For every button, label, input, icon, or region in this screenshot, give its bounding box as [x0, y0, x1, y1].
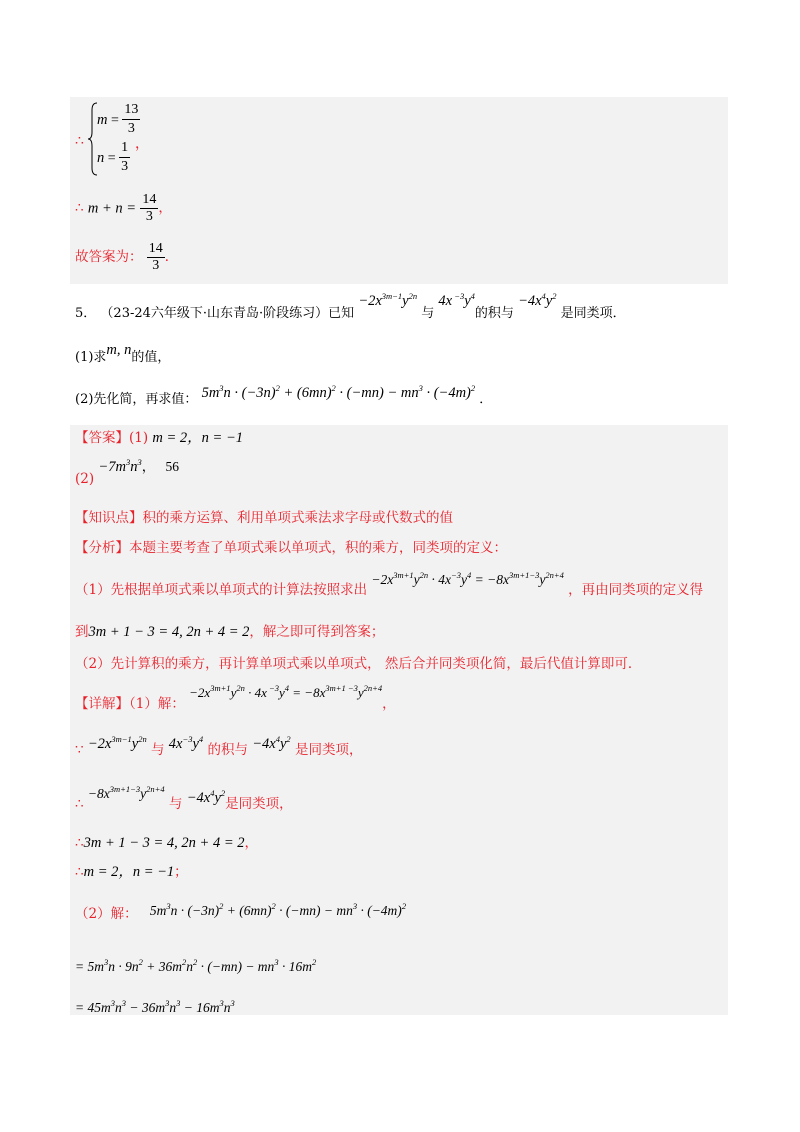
detail-expression: $5m^3n \cdot (-3n)^2 + (6mn)^2 \cdot (-mn) - mn^3 \cdot (-4m)^2$	[149, 901, 407, 918]
therefore-symbol: ∴	[75, 133, 84, 149]
answer-2-value: 56	[165, 459, 179, 474]
equation-m: m = $\frac{13}{3}$	[97, 102, 139, 136]
answer-1-value: m = 2，n = −1	[152, 430, 243, 446]
monomial-b: 4x $^{-3}y^4$	[438, 291, 475, 309]
knowledge-point: 【知识点】积的乘方运算、利用单项式乘法求字母或代数式的值	[75, 510, 453, 526]
question-5: 5． （23-24六年级下·山东青岛·阶段练习）已知 $-2x^{3m-1}y^{2n}$ 与 4x $^{-3}y^4$的积与 $-4x^4y^2$ 是同类项．	[75, 291, 626, 321]
analysis-step-1b: 到3m + 1 − 3 = 4, 2n + 4 = 2，解之即可得到答案；	[75, 624, 385, 640]
simplify-step-2: = $45m^3n^3 - 36m^3n^3 - 16m^3n^3$	[75, 998, 235, 1015]
analysis-step-2: （2）先计算积的乘方，再计算单项式乘以单项式， 然后合并同类项化简，最后代值计算即可．	[75, 656, 642, 672]
sum-line: ∴ m + n = $\frac{14}{3}$ ，	[75, 192, 172, 224]
therefore-values: ∴m = 2，n = −1；	[75, 864, 188, 880]
question-source: （23-24六年级下·山东青岛·阶段练习）已知	[100, 306, 355, 321]
final-answer-line: 故答案为： $\frac{14}{3}$ ．	[75, 241, 179, 273]
monomial-a: $-2x^{3m-1}y^{2n}$	[358, 291, 418, 309]
equation-n: n = $\frac{1}{3}$	[97, 140, 129, 174]
question-part-1: (1)求m, n的值，	[75, 342, 171, 365]
comma: ，	[135, 136, 149, 152]
answer-2-expression: $-7m^3n^3$	[98, 457, 142, 475]
detail-part-2: （2）解： $5m^3n \cdot (-3n)^2 + (6mn)^2 \cdot (-mn) - mn^3 \cdot (-4m)^2$	[75, 901, 407, 922]
expression-to-simplify: $5m^3n \cdot (-3n)^2 + (6mn)^2 \cdot (-mn) - mn^3 \cdot (-4m)^2$	[201, 383, 476, 401]
analysis-step-1: （1）先根据单项式乘以单项式的计算法按照求出 $-2x^{3m+1}y^{2n} \cdot 4x^{-3}y^4 = -8x^{3m+1-3}y^{2n+4}$ ，再由同类项的定义得	[75, 570, 704, 598]
exponent-equations: 3m + 1 − 3 = 4, 2n + 4 = 2	[88, 624, 250, 640]
question-part-2: (2)先化简，再求值： $5m^3n \cdot (-3n)^2 + (6mn)^2 \cdot (-mn) - mn^3 \cdot (-4m)^2$ ．	[75, 383, 493, 407]
sum-fraction: $\frac{14}{3}$	[142, 192, 157, 224]
answer-fraction: $\frac{14}{3}$	[148, 241, 163, 273]
sum-expression: m + n =	[87, 200, 137, 217]
answer-2-line: $(2) -7m^3n^3$， 56	[75, 457, 179, 487]
simplify-step-1: = $5m^3n \cdot 9n^2 + 36m^2n^2 \cdot (-mn) - mn^3 \cdot 16m^2$	[75, 957, 317, 974]
because-line: ∵ $-2x^{3m-1}y^{2n}$ 与 $4x^{-3}y^4$ 的积与 $-4x^4y^2$ 是同类项，	[75, 734, 363, 758]
analysis: 【分析】本题主要考查了单项式乘以单项式，积的乘方，同类项的定义：	[75, 540, 507, 556]
therefore-equations: ∴3m + 1 − 3 = 4, 2n + 4 = 2，	[75, 835, 258, 851]
product-expression: $-2x^{3m+1}y^{2n} \cdot 4x^{-3}y^4 = -8x^{3m+1-3}y^{2n+4}$	[371, 570, 564, 587]
detail-part-1: 【详解】（1）解： $-2x^{3m+1}y^{2n} \cdot 4x$ $^{-3}y^4 = -8x^{3m+1 -3}y^{2n+4}$，	[75, 683, 396, 712]
monomial-c: $-4x^4y^2$	[518, 291, 557, 309]
therefore-same-kind: ∴ $-8x^{3m+1-3}y^{2n+4}$ 与 $-4x^4y^2$是同类项，	[75, 784, 293, 812]
question-number: 5．	[75, 306, 97, 321]
detail-product: $-2x^{3m+1}y^{2n} \cdot 4x$ $^{-3}y^4 = -8x^{3m+1 -3}y^{2n+4}$	[189, 683, 383, 700]
answer-prefix: 故答案为：	[75, 248, 143, 265]
answer-line: 【答案】(1) m = 2，n = −1	[75, 430, 243, 446]
answer-tag: 【答案】	[75, 430, 129, 446]
